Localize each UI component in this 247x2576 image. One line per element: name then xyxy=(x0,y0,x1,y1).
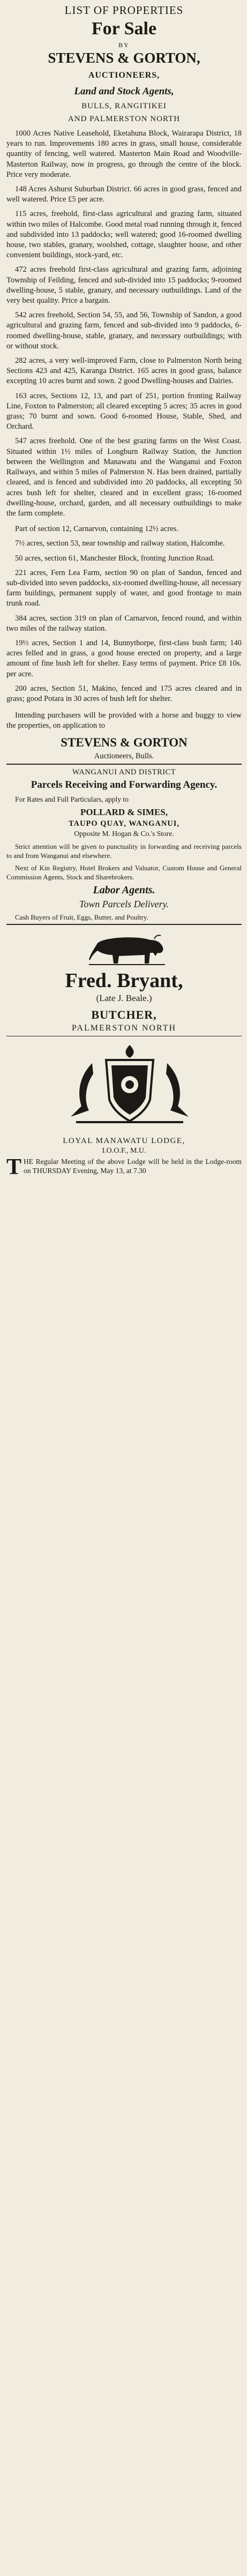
wanganui-opposite: Opposite M. Hogan & Co.'s Store. xyxy=(74,829,174,838)
property-item: 7½ acres, section 53, near township and railway station, Halcombe. xyxy=(15,539,225,548)
bull-illustration-row xyxy=(6,931,242,969)
lodge-crest-row xyxy=(6,1042,242,1133)
property-item: 282 acres, a very well-improved Farm, close to Palmerston North being Sections 423 and 425, Karanga District. 165 acres in good grass, balance excepting 10 acres burnt and sown. 2 good Dwelling-houses and Dairies. xyxy=(6,356,242,386)
town-parcels-line: Town Parcels Delivery. xyxy=(79,898,169,909)
firm-name: STEVENS & GORTON, xyxy=(48,50,200,66)
lodge-dropcap: T xyxy=(6,1154,22,1179)
property-item: 50 acres, section 61, Manchester Block, fronting Junction Road. xyxy=(15,554,215,563)
closing-text: Intending purchasers will be provided with a horse and buggy to view the properties, on application to xyxy=(6,711,242,730)
cash-buyers-line: Cash Buyers of Fruit, Eggs, Butter, and Poultry. xyxy=(15,913,148,921)
wanganui-firm: POLLARD & SIMES, xyxy=(80,807,168,817)
property-item: 542 acres freehold, Section 54, 55, and 56, Township of Sandon, a good agricultural and grazing farm, fenced and sub-divided into 9 paddocks, 6-roomed dwelling-house, stable, granary, and necessary outbuildings; with or without stock. xyxy=(6,311,242,350)
for-sale-heading: For Sale xyxy=(91,19,157,39)
wanganui-rates: For Rates and Full Particulars, apply to xyxy=(15,795,129,803)
location-line-2: AND PALMERSTON NORTH xyxy=(68,115,181,123)
property-item: 19½ acres, Section 1 and 14, Bunnythorpe, first-class bush farm; 140 acres felled and in grass, a good house erected on property, and a large amount of fine bush left for shelter. Easy terms of payment. Price £8 10s. per acre. xyxy=(6,638,242,678)
closing-firm: STEVENS & GORTON xyxy=(61,735,188,749)
property-item: 200 acres, Section 51, Makino, fenced and 175 acres cleared and in grass; good Potara in 30 acres of bush left for shelter. xyxy=(6,684,242,703)
list-title: LIST OF PROPERTIES xyxy=(64,4,184,17)
wanganui-title: Parcels Receiving and Forwarding Agency. xyxy=(31,779,218,790)
butcher-late: (Late J. Beale.) xyxy=(96,992,152,1003)
butcher-town: PALMERSTON NORTH xyxy=(71,1023,177,1033)
location-line-1: BULLS, RANGITIKEI xyxy=(81,102,167,110)
by-line: BY xyxy=(118,41,130,49)
lodge-name: LOYAL MANAWATU LODGE, xyxy=(63,1136,185,1145)
property-list xyxy=(6,129,242,704)
closing-sub: Auctioneers, Bulls. xyxy=(94,751,154,760)
bull-icon xyxy=(87,931,167,967)
butcher-name: Fred. Bryant, xyxy=(65,969,183,992)
divider xyxy=(6,924,242,925)
wanganui-heading: WANGANUI AND DISTRICT xyxy=(72,767,176,776)
property-item: 163 acres, Sections 12, 13, and part of 251, portion fronting Railway Line, Foxton to Palmerston; all cleared excepting 5 acres; 35 acres in good grass; 70 burnt and sown. Good 6-roomed House, Stable, Shed, and Orchard. xyxy=(6,391,242,431)
lodge-notice xyxy=(6,1154,242,1179)
lodge-order: I.O.O.F., M.U. xyxy=(102,1146,146,1155)
lodge-notice-text: HE Regular Meeting of the above Lodge will be held in the Lodge-room on THURSDAY Evening, May 13, at 7.30 xyxy=(24,1157,242,1175)
auctioneers-line: AUCTIONEERS, xyxy=(88,71,160,80)
wanganui-address: TAUPO QUAY, WANGANUI, xyxy=(68,819,180,828)
property-item: 547 acres freehold. One of the best grazing farms on the West Coast. Situated within 1½ miles of Longburn Railway Station, the Junction between the Wellington and Manawatu and the Wanganui and Foxton Railways, and within 5 miles of Palmerston N. Has been drained, partially cleared, and is fenced and subdivided into 20 paddocks, all excepting 50 acres bush left for shelter, cleared and in excellent grass; 16-roomed dwelling-house, orchard, garden, and all necessary outbuildings to make the farm complete. xyxy=(6,437,242,518)
agents-line: Land and Stock Agents, xyxy=(74,86,174,97)
oddfellows-crest-icon xyxy=(60,1042,199,1128)
divider xyxy=(6,764,242,765)
property-item: 384 acres, section 319 on plan of Carnarvon, fenced round, and within two miles of the railway station. xyxy=(6,614,242,633)
property-item: Part of section 12, Carnarvon, containing 12½ acres. xyxy=(15,525,178,534)
wanganui-next: Next of Kin Registry, Hotel Brokers and Valuator, Custom House and General Commission Agents, Stock and Sharebrokers. xyxy=(6,863,242,881)
property-item: 472 acres freehold first-class agricultural and grazing farm, adjoining Township of Feilding, fenced and sub-divided into 15 paddocks; 9-roomed dwelling-house, 5 stable, granary, and necessary outbuildings. Land of the very best quality. Price a bargain. xyxy=(6,265,242,305)
labor-agents-title: Labor Agents. xyxy=(93,884,155,896)
butcher-trade: BUTCHER, xyxy=(91,1007,157,1021)
property-item: 115 acres, freehold, first-class agricultural and grazing farm, situated within two miles of Halcombe. Good metal road running through it, fenced and subdivided into 13 paddocks; well watered; good 16-roomed dwelling house, two stables, granary, woolshed, cottage, slaughter house, and other convenient buildings, stock-yard, etc. xyxy=(6,210,242,260)
wanganui-attention: Strict attention will be given to punctuality in forwarding and receiving parcels to and from Wanganui and elsewhere. xyxy=(6,842,242,860)
property-item: 221 acres, Fern Lea Farm, section 90 on plan of Sandon, fenced and sub-divided into seven paddocks, six-roomed dwelling-house, all necessary farm buildings, permanent supply of water, and good frontage to main trunk road. xyxy=(6,568,242,608)
advertisement-column xyxy=(0,0,247,1179)
property-item: 1000 Acres Native Leasehold, Eketahuna Block, Wairarapa District, 18 years to run. Improvements 180 acres in grass, small house, considerable quantity of fencing, well watered. Masterton Main Road and Woodville-Masterton Railway, now in progress, go through the centre of the block. Price very moderate. xyxy=(6,129,242,179)
property-item: 148 Acres Ashurst Suburban District. 66 acres in good grass, fenced and well watered. Price £5 per acre. xyxy=(6,185,242,204)
